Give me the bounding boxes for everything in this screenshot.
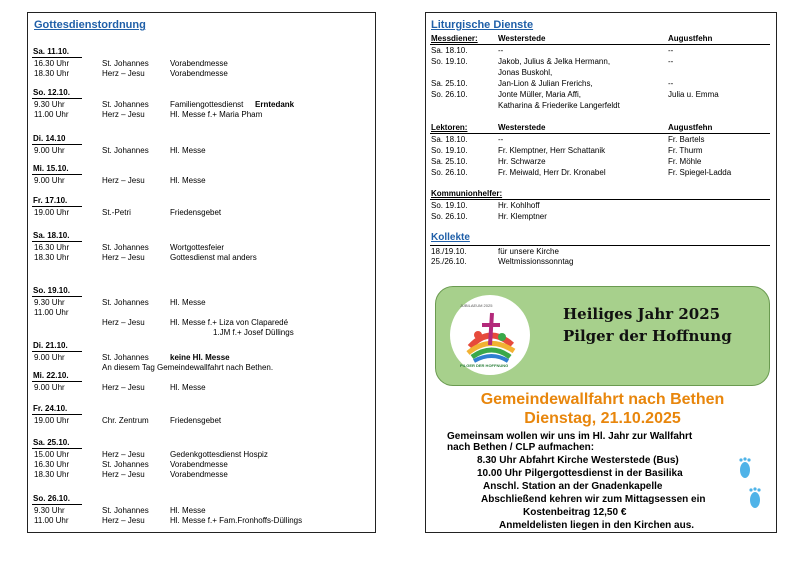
left-heading: Gottesdienstordnung xyxy=(34,19,146,31)
service-time: 19.00 Uhr xyxy=(34,208,70,217)
day-note: An diesem Tag Gemeindewallfahrt nach Bethen. xyxy=(102,363,274,372)
service-description: Wortgottesfeier xyxy=(170,243,225,252)
service-description: Friedensgebet xyxy=(170,416,222,425)
day-label: Sa. 11.10. xyxy=(33,47,70,56)
day-separator xyxy=(32,174,82,175)
date: Sa. 25.10. xyxy=(431,79,468,88)
day-label: So. 19.10. xyxy=(33,286,70,295)
service-time: 9.30 Uhr xyxy=(34,100,65,109)
day-label: Sa. 18.10. xyxy=(33,231,70,240)
service-time: 11.00 Uhr xyxy=(34,308,69,317)
service-church: Herz – Jesu xyxy=(102,253,145,262)
service-time: 15.00 Uhr xyxy=(34,450,70,459)
date: So. 19.10. xyxy=(431,146,468,155)
service-church: Herz – Jesu xyxy=(102,516,145,525)
lektoren-separator xyxy=(430,133,770,134)
service-description: Familiengottesdienst xyxy=(170,100,244,109)
service-time: 11.00 Uhr xyxy=(34,516,69,525)
messdiener-title: Messdiener: xyxy=(431,34,478,43)
service-church: St.-Petri xyxy=(102,208,131,217)
banner-detail-line: Kostenbeitrag 12,50 € xyxy=(523,507,627,518)
service-description: keine Hl. Messe xyxy=(170,353,230,362)
lector-westerstede: Fr. Meiwald, Herr Dr. Kronabel xyxy=(498,168,606,177)
service-description: Gedenkgottesdienst Hospiz xyxy=(170,450,268,459)
server-augustfehn: -- xyxy=(668,79,674,88)
date: Sa. 18.10. xyxy=(431,135,468,144)
service-description: Vorabendmesse xyxy=(170,460,228,469)
day-label: Mi. 15.10. xyxy=(33,164,69,173)
service-description: Hl. Messe f.+ Liza von Claparedé xyxy=(170,318,289,327)
service-church: St. Johannes xyxy=(102,59,149,68)
service-description: Hl. Messe xyxy=(170,298,206,307)
day-separator xyxy=(32,57,82,58)
service-church: St. Johannes xyxy=(102,243,149,252)
service-time: 19.00 Uhr xyxy=(34,416,70,425)
service-time: 9.30 Uhr xyxy=(34,298,65,307)
date: So. 26.10. xyxy=(431,168,468,177)
service-time: 18.30 Uhr xyxy=(34,69,70,78)
helper-name: Hr. Klemptner xyxy=(498,212,547,221)
liturgy-heading: Liturgische Dienste xyxy=(431,19,534,31)
day-label: Sa. 25.10. xyxy=(33,438,70,447)
service-church: Herz – Jesu xyxy=(102,69,145,78)
service-church: Herz – Jesu xyxy=(102,450,145,459)
lektoren-title: Lektoren: xyxy=(431,123,468,132)
service-time: 16.30 Uhr xyxy=(34,460,70,469)
lector-westerstede: -- xyxy=(498,135,504,144)
collection-purpose: Weltmissionssonntag xyxy=(498,257,574,266)
collection-purpose: für unsere Kirche xyxy=(498,247,559,256)
service-description: Vorabendmesse xyxy=(170,470,228,479)
kommunion-title: Kommunionhelfer: xyxy=(431,189,503,198)
left-page xyxy=(27,12,376,533)
date: So. 26.10. xyxy=(431,212,468,221)
banner-detail-line: Anmeldelisten liegen in den Kirchen aus. xyxy=(499,520,695,531)
service-time: 9.30 Uhr xyxy=(34,506,65,515)
day-label: Di. 14.10 xyxy=(33,134,66,143)
service-church: St. Johannes xyxy=(102,460,149,469)
server-westerstede: Jakob, Julius & Jelka Hermann, xyxy=(498,57,611,66)
jubilee-logo xyxy=(450,295,530,375)
service-church: St. Johannes xyxy=(102,506,149,515)
right-page xyxy=(425,12,777,533)
banner-detail-line: nach Bethen / CLP aufmachen: xyxy=(447,442,595,453)
service-description: Vorabendmesse xyxy=(170,69,228,78)
service-time: 18.30 Uhr xyxy=(34,253,70,262)
logo-top-text: JUBILAEUM 2025 xyxy=(460,303,493,308)
service-description: 1.JM f.+ Josef Düllings xyxy=(213,328,294,337)
banner-detail-line: 10.00 Uhr Pilgergottesdienst in der Basilika xyxy=(477,468,683,479)
day-separator xyxy=(32,98,82,99)
messdiener-col1: Westerstede xyxy=(498,34,546,43)
server-westerstede: -- xyxy=(498,46,504,55)
service-description: Hl. Messe xyxy=(170,383,206,392)
kollekte-heading: Kollekte xyxy=(431,232,470,243)
service-church: Herz – Jesu xyxy=(102,176,145,185)
server-westerstede: Jonte Müller, Maria Affi, xyxy=(498,90,581,99)
logo-bottom-text: PILGER DER HOFFNUNG xyxy=(460,363,509,368)
lektoren-col1: Westerstede xyxy=(498,123,546,132)
date: So. 26.10. xyxy=(431,90,468,99)
lector-augustfehn: Fr. Möhle xyxy=(668,157,702,166)
service-time: 11.00 Uhr xyxy=(34,110,69,119)
service-time: 18.30 Uhr xyxy=(34,470,70,479)
service-time: 9.00 Uhr xyxy=(34,383,65,392)
banner-detail-line: 8.30 Uhr Abfahrt Kirche Westerstede (Bus) xyxy=(477,455,679,466)
day-label: Fr. 17.10. xyxy=(33,196,68,205)
lector-augustfehn: Fr. Spiegel-Ladda xyxy=(668,168,732,177)
server-augustfehn: Julia u. Emma xyxy=(668,90,719,99)
lector-augustfehn: Fr. Thurm xyxy=(668,146,703,155)
day-separator xyxy=(32,351,82,352)
day-label: Di. 21.10. xyxy=(33,341,68,350)
service-time: 9.00 Uhr xyxy=(34,176,65,185)
service-church: Herz – Jesu xyxy=(102,318,145,327)
day-separator xyxy=(32,448,82,449)
banner-title-1: Heiliges Jahr 2025 xyxy=(563,305,721,323)
date: So. 19.10. xyxy=(431,57,468,66)
service-church: St. Johannes xyxy=(102,100,149,109)
day-separator xyxy=(32,144,82,145)
day-separator xyxy=(32,414,82,415)
banner-detail-line: Gemeinsam wollen wir uns im Hl. Jahr zur Wallfahrt xyxy=(447,431,693,442)
lector-westerstede: Fr. Klemptner, Herr Schattanik xyxy=(498,146,606,155)
day-label: Mi. 22.10. xyxy=(33,371,69,380)
date: 25./26.10. xyxy=(431,257,467,266)
date: So. 19.10. xyxy=(431,201,468,210)
lector-augustfehn: Fr. Bartels xyxy=(668,135,705,144)
banner-title-2: Pilger der Hoffnung xyxy=(563,327,732,345)
service-description: Hl. Messe xyxy=(170,176,206,185)
banner-orange-2: Dienstag, 21.10.2025 xyxy=(524,410,681,427)
server-westerstede: Jonas Buskohl, xyxy=(498,68,553,77)
lector-westerstede: Hr. Schwarze xyxy=(498,157,546,166)
day-separator xyxy=(32,504,82,505)
messdiener-separator xyxy=(430,44,770,45)
day-separator xyxy=(32,296,82,297)
service-church: Herz – Jesu xyxy=(102,383,145,392)
day-separator xyxy=(32,206,82,207)
service-description: Gottesdienst mal anders xyxy=(170,253,257,262)
server-augustfehn: -- xyxy=(668,57,674,66)
day-label: So. 12.10. xyxy=(33,88,70,97)
service-description: Hl. Messe xyxy=(170,146,206,155)
banner-detail-line: Abschließend kehren wir zum Mittagsessen ein xyxy=(481,494,706,505)
kommunion-separator xyxy=(430,199,770,200)
service-church: Herz – Jesu xyxy=(102,470,145,479)
service-church: St. Johannes xyxy=(102,353,149,362)
footprints-icon xyxy=(735,456,765,516)
service-description: Friedensgebet xyxy=(170,208,222,217)
service-time: 9.00 Uhr xyxy=(34,353,65,362)
service-church: St. Johannes xyxy=(102,298,149,307)
service-church: St. Johannes xyxy=(102,146,149,155)
service-description: Vorabendmesse xyxy=(170,59,228,68)
service-description: Hl. Messe f.+ Fam.Fronhoffs-Düllings xyxy=(170,516,303,525)
service-highlight: Erntedank xyxy=(255,100,295,109)
day-label: Fr. 24.10. xyxy=(33,404,68,413)
service-time: 16.30 Uhr xyxy=(34,243,70,252)
pilgrimage-banner xyxy=(435,286,770,531)
kollekte-separator xyxy=(430,245,770,246)
service-time: 16.30 Uhr xyxy=(34,59,70,68)
date: Sa. 18.10. xyxy=(431,46,468,55)
banner-orange-1: Gemeindewallfahrt nach Bethen xyxy=(480,391,725,408)
day-separator xyxy=(32,241,82,242)
service-church: Herz – Jesu xyxy=(102,110,145,119)
day-separator xyxy=(32,381,82,382)
service-church: Chr. Zentrum xyxy=(102,416,149,425)
banner-detail-line: Anschl. Station an der Gnadenkapelle xyxy=(483,481,663,492)
server-westerstede: Jan-Lion & Julian Frerichs, xyxy=(498,79,593,88)
helper-name: Hr. Kohlhoff xyxy=(498,201,540,210)
banner-title-box xyxy=(435,286,770,386)
server-augustfehn: -- xyxy=(668,46,674,55)
date: 18./19.10. xyxy=(431,247,467,256)
service-description: Hl. Messe xyxy=(170,506,206,515)
server-westerstede: Katharina & Friederike Langerfeldt xyxy=(498,101,620,110)
messdiener-col2: Augustfehn xyxy=(668,34,713,43)
day-label: So. 26.10. xyxy=(33,494,70,503)
service-description: Hl. Messe f.+ Maria Pham xyxy=(170,110,263,119)
lektoren-col2: Augustfehn xyxy=(668,123,713,132)
service-time: 9.00 Uhr xyxy=(34,146,65,155)
date: Sa. 25.10. xyxy=(431,157,468,166)
